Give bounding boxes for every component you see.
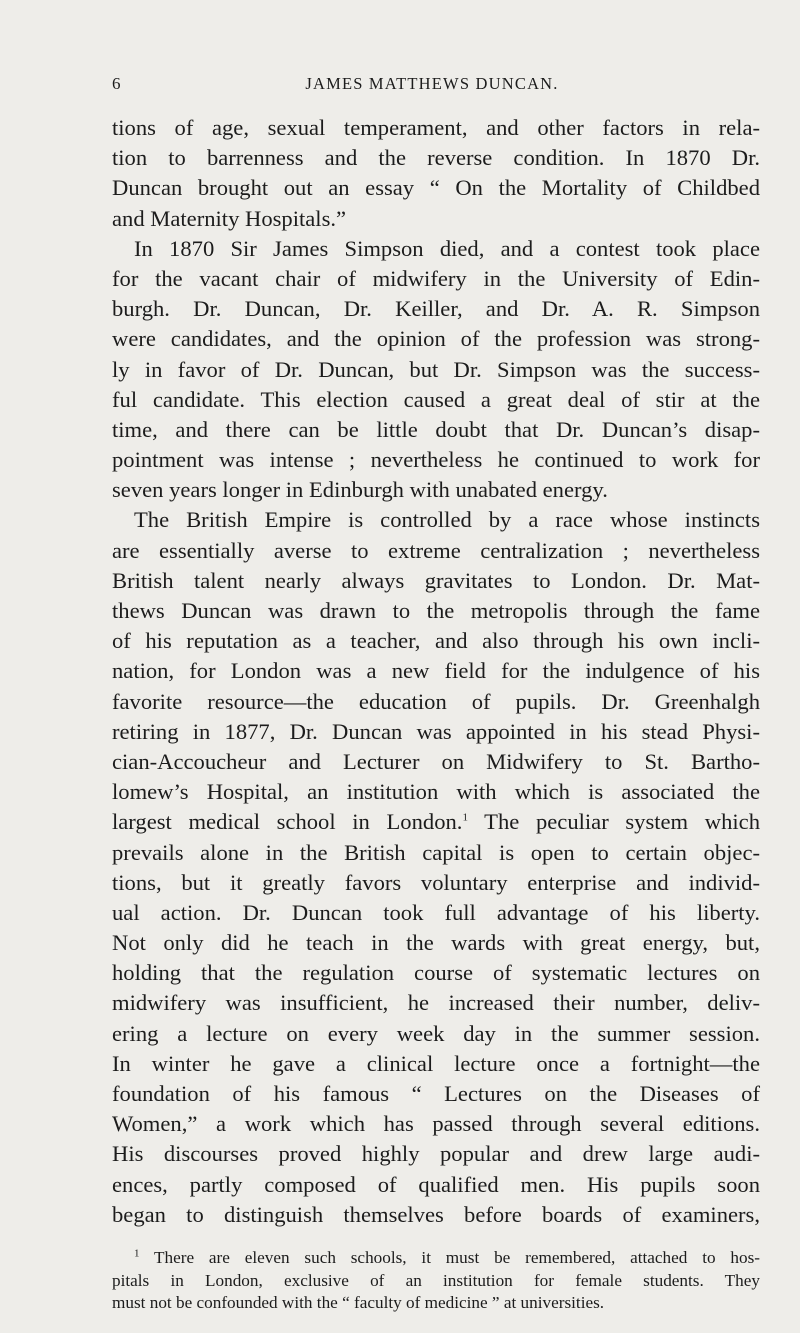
page-header	[112, 74, 752, 96]
text-line: and Maternity Hospitals.”	[112, 205, 347, 231]
text-line: tions of age, sexual temperament, and other factors in rela-	[112, 115, 760, 140]
text-line: foundation of his famous “ Lectures on the Diseases of	[112, 1081, 760, 1106]
text-line: ful candidate. This election caused a great deal of stir at the	[112, 386, 760, 412]
text-line: nation, for London was a new field for the indulgence of his	[112, 658, 760, 684]
text-line: ual action. Dr. Duncan took full advantage of his liberty.	[112, 899, 760, 925]
text-line: lomew’s Hospital, an institution with which is associated the	[112, 779, 760, 805]
text-line: retiring in 1877, Dr. Duncan was appointed in his stead Physi-	[112, 718, 760, 744]
text-line: tion to barrenness and the reverse condition. In 1870 Dr.	[112, 145, 760, 171]
text-line: British talent nearly always gravitates to London. Dr. Mat-	[112, 567, 760, 593]
text-line: The British Empire is controlled by a race whose instincts	[134, 507, 760, 533]
text-line: ering a lecture on every week day in the summer session.	[112, 1020, 760, 1046]
text-line: are essentially averse to extreme centralization ; nevertheless	[112, 537, 760, 563]
text-line: tions, but it greatly favors voluntary enterprise and individ-	[112, 869, 760, 895]
text-line: time, and there can be little doubt that Dr. Duncan’s disap-	[112, 416, 760, 442]
page-number: 6	[112, 74, 121, 93]
text-line: for the vacant chair of midwifery in the University of Edin-	[112, 265, 760, 291]
text-line: Duncan brought out an essay “ On the Mortality of Childbed	[112, 175, 760, 201]
footnote-marker: 1	[134, 1247, 140, 1260]
footnote-text: There are eleven such schools, it must be remembered, attached to hos-	[154, 1248, 760, 1267]
text-line: thews Duncan was drawn to the metropolis through the fame	[112, 598, 760, 623]
text-line-with-footnote-ref	[112, 807, 760, 837]
text-line: pointment was intense ; nevertheless he continued to work for	[112, 447, 760, 473]
text-line: prevails alone in the British capital is open to certain objec-	[112, 839, 760, 865]
text-line: of his reputation as a teacher, and also through his own incli-	[112, 628, 760, 654]
text-line: Women,” a work which has passed through several editions.	[112, 1111, 760, 1137]
text-line: seven years longer in Edinburgh with unabated energy.	[112, 477, 608, 503]
line-text: largest medical school in London.	[112, 809, 463, 835]
text-line: ences, partly composed of qualified men. His pupils soon	[112, 1171, 760, 1197]
text-line: midwifery was insufficient, he increased their number, deliv-	[112, 990, 760, 1016]
footnote	[112, 1247, 760, 1315]
text-line: Not only did he teach in the wards with great energy, but,	[112, 930, 760, 956]
text-line: ly in favor of Dr. Duncan, but Dr. Simpson was the success-	[112, 356, 760, 382]
running-title: JAMES MATTHEWS DUNCAN.	[305, 74, 559, 93]
text-line: holding that the regulation course of systematic lectures on	[112, 960, 760, 986]
body-text	[112, 113, 760, 1230]
text-line: favorite resource—the education of pupils. Dr. Greenhalgh	[112, 688, 760, 714]
text-line: In 1870 Sir James Simpson died, and a contest took place	[134, 235, 760, 261]
text-line: His discourses proved highly popular and drew large audi-	[112, 1141, 760, 1167]
footnote-line	[112, 1247, 760, 1270]
text-line: began to distinguish themselves before boards of examiners,	[112, 1201, 760, 1227]
footnote-line: pitals in London, exclusive of an institution for female students. They	[112, 1270, 760, 1290]
text-line: burgh. Dr. Duncan, Dr. Keiller, and Dr. A. R. Simpson	[112, 296, 760, 322]
text-line: In winter he gave a clinical lecture once a fortnight—the	[112, 1050, 760, 1076]
footnote-reference: 1	[462, 811, 468, 824]
footnote-line: must not be confounded with the “ faculty of medicine ” at universities.	[112, 1293, 605, 1312]
text-line: cian-Accoucheur and Lecturer on Midwifery to St. Bartho-	[112, 748, 760, 774]
text-line: were candidates, and the opinion of the profession was strong-	[112, 326, 760, 352]
line-text-continued: The peculiar system which	[467, 809, 760, 835]
